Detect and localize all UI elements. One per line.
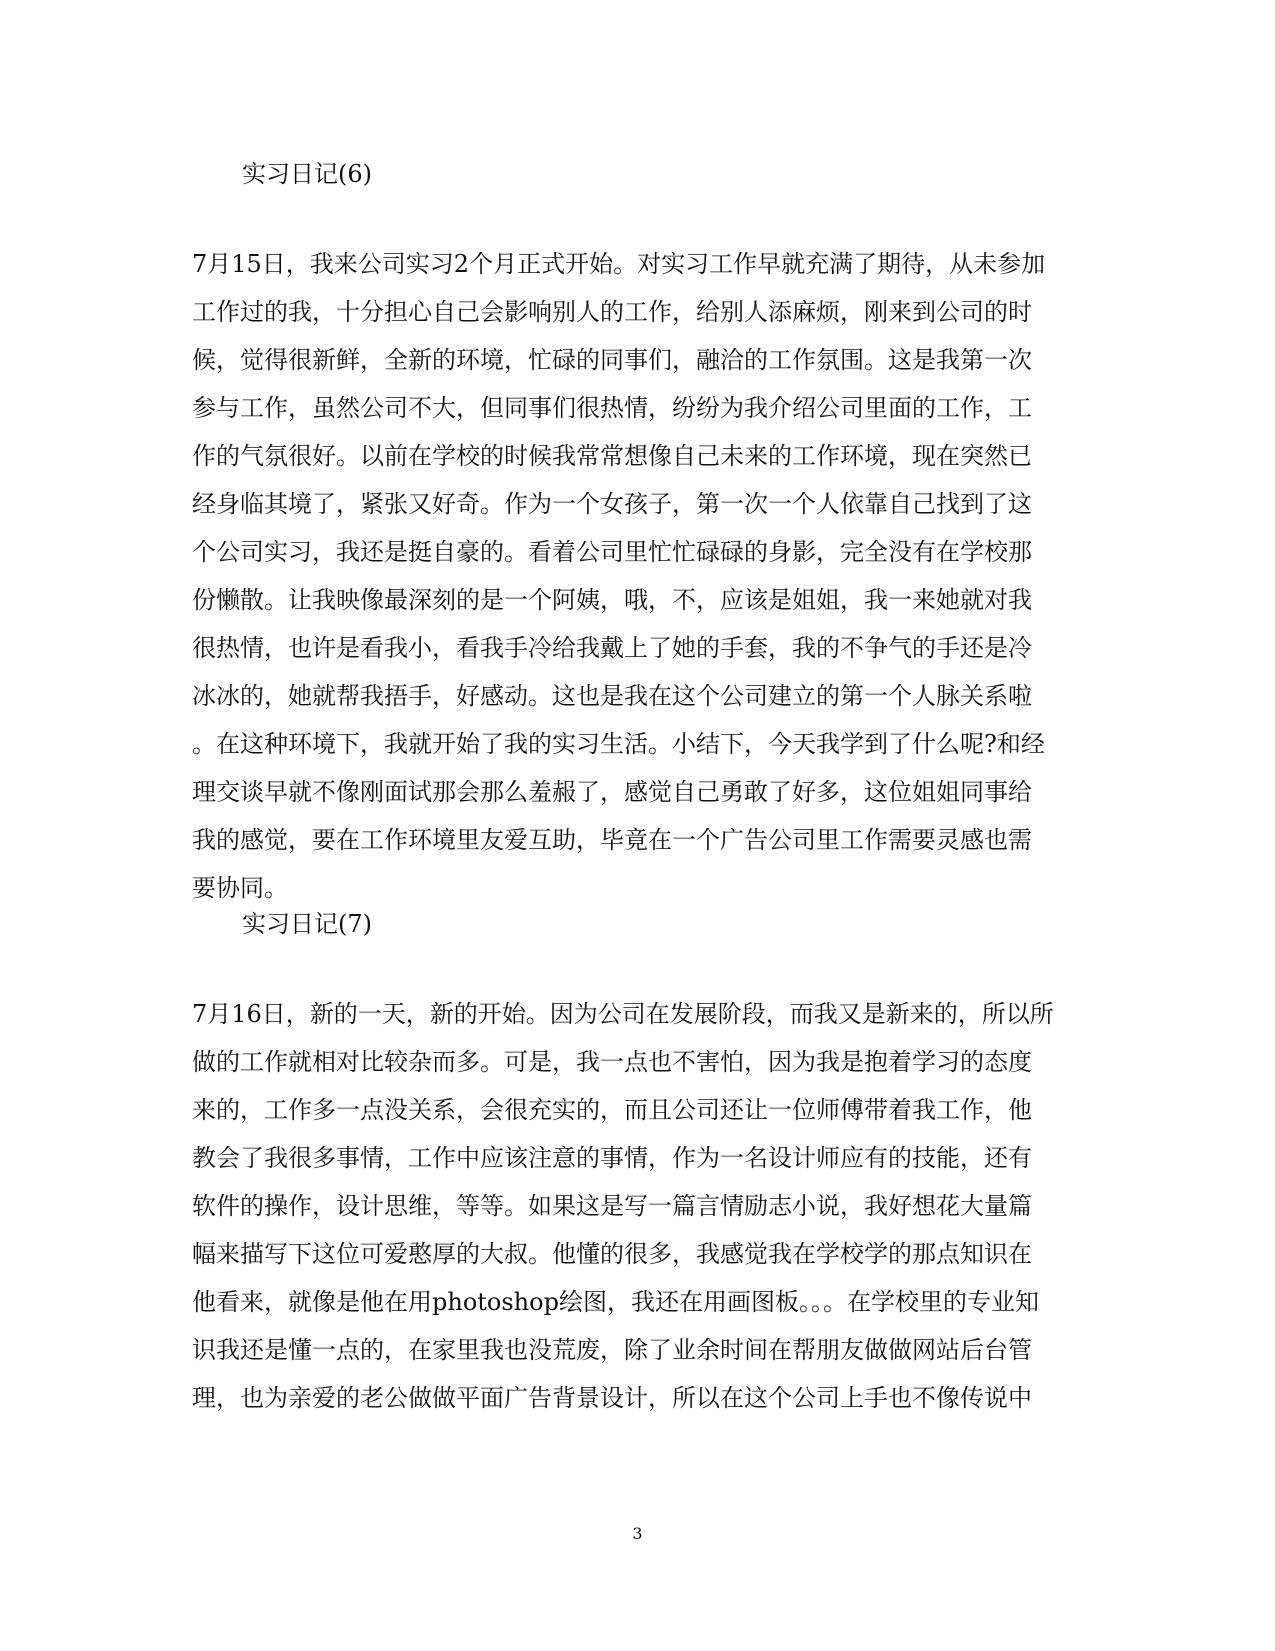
text-line: 冰冰的，她就帮我捂手，好感动。这也是我在这个公司建立的第一个人脉关系啦 [192,682,1032,710]
text-line: 份懒散。让我映像最深刻的是一个阿姨，哦，不，应该是姐姐，我一来她就对我 [192,586,1032,614]
text-line: 作的气氛很好。以前在学校的时候我常常想像自己未来的工作环境，现在突然已 [192,442,1032,470]
entry-heading-7: 实习日记(7) [242,910,372,938]
entry-body-7 [192,990,1092,1422]
text-line: 我的感觉，要在工作环境里友爱互助，毕竟在一个广告公司里工作需要灵感也需 [192,826,1032,854]
text-line: 做的工作就相对比较杂而多。可是，我一点也不害怕，因为我是抱着学习的态度 [192,1048,1032,1076]
text-line: 教会了我很多事情，工作中应该注意的事情，作为一名设计师应有的技能，还有 [192,1144,1032,1172]
text-line: 个公司实习，我还是挺自豪的。看着公司里忙忙碌碌的身影，完全没有在学校那 [192,538,1032,566]
text-line: 经身临其境了，紧张又好奇。作为一个女孩子，第一次一个人依靠自己找到了这 [192,490,1032,518]
text-line: 识我还是懂一点的，在家里我也没荒废，除了业余时间在帮朋友做做网站后台管 [192,1336,1032,1364]
text-line: 很热情，也许是看我小，看我手冷给我戴上了她的手套，我的不争气的手还是冷 [192,634,1032,662]
text-line: 理，也为亲爱的老公做做平面广告背景设计，所以在这个公司上手也不像传说中 [192,1384,1032,1412]
text-line: 理交谈早就不像刚面试那会那么羞赧了，感觉自己勇敢了好多，这位姐姐同事给 [192,778,1032,806]
entry-body-6 [192,240,1092,912]
text-line: 7月16日，新的一天，新的开始。因为公司在发展阶段，而我又是新来的，所以所 [192,1000,1054,1028]
text-line: 要协同。 [192,874,288,902]
text-line: 他看来，就像是他在用photoshop绘图，我还在用画图板。。。在学校里的专业知 [192,1288,1039,1316]
text-line: 来的，工作多一点没关系，会很充实的，而且公司还让一位师傅带着我工作，他 [192,1096,1032,1124]
text-line: 幅来描写下这位可爱憨厚的大叔。他懂的很多，我感觉我在学校学的那点知识在 [192,1240,1032,1268]
text-line: 候，觉得很新鲜，全新的环境，忙碌的同事们，融洽的工作氛围。这是我第一次 [192,346,1032,374]
text-line: 软件的操作，设计思维，等等。如果这是写一篇言情励志小说，我好想花大量篇 [192,1192,1032,1220]
text-line: 工作过的我，十分担心自己会影响别人的工作，给别人添麻烦，刚来到公司的时 [192,298,1032,326]
text-line: 。在这种环境下，我就开始了我的实习生活。小结下，今天我学到了什么呢?和经 [192,730,1045,758]
text-line: 7月15日，我来公司实习2个月正式开始。对实习工作早就充满了期待，从未参加 [192,250,1046,278]
entry-heading-6: 实习日记(6) [242,160,372,188]
page-number: 3 [632,1524,643,1543]
text-line: 参与工作，虽然公司不大，但同事们很热情，纷纷为我介绍公司里面的工作，工 [192,394,1032,422]
